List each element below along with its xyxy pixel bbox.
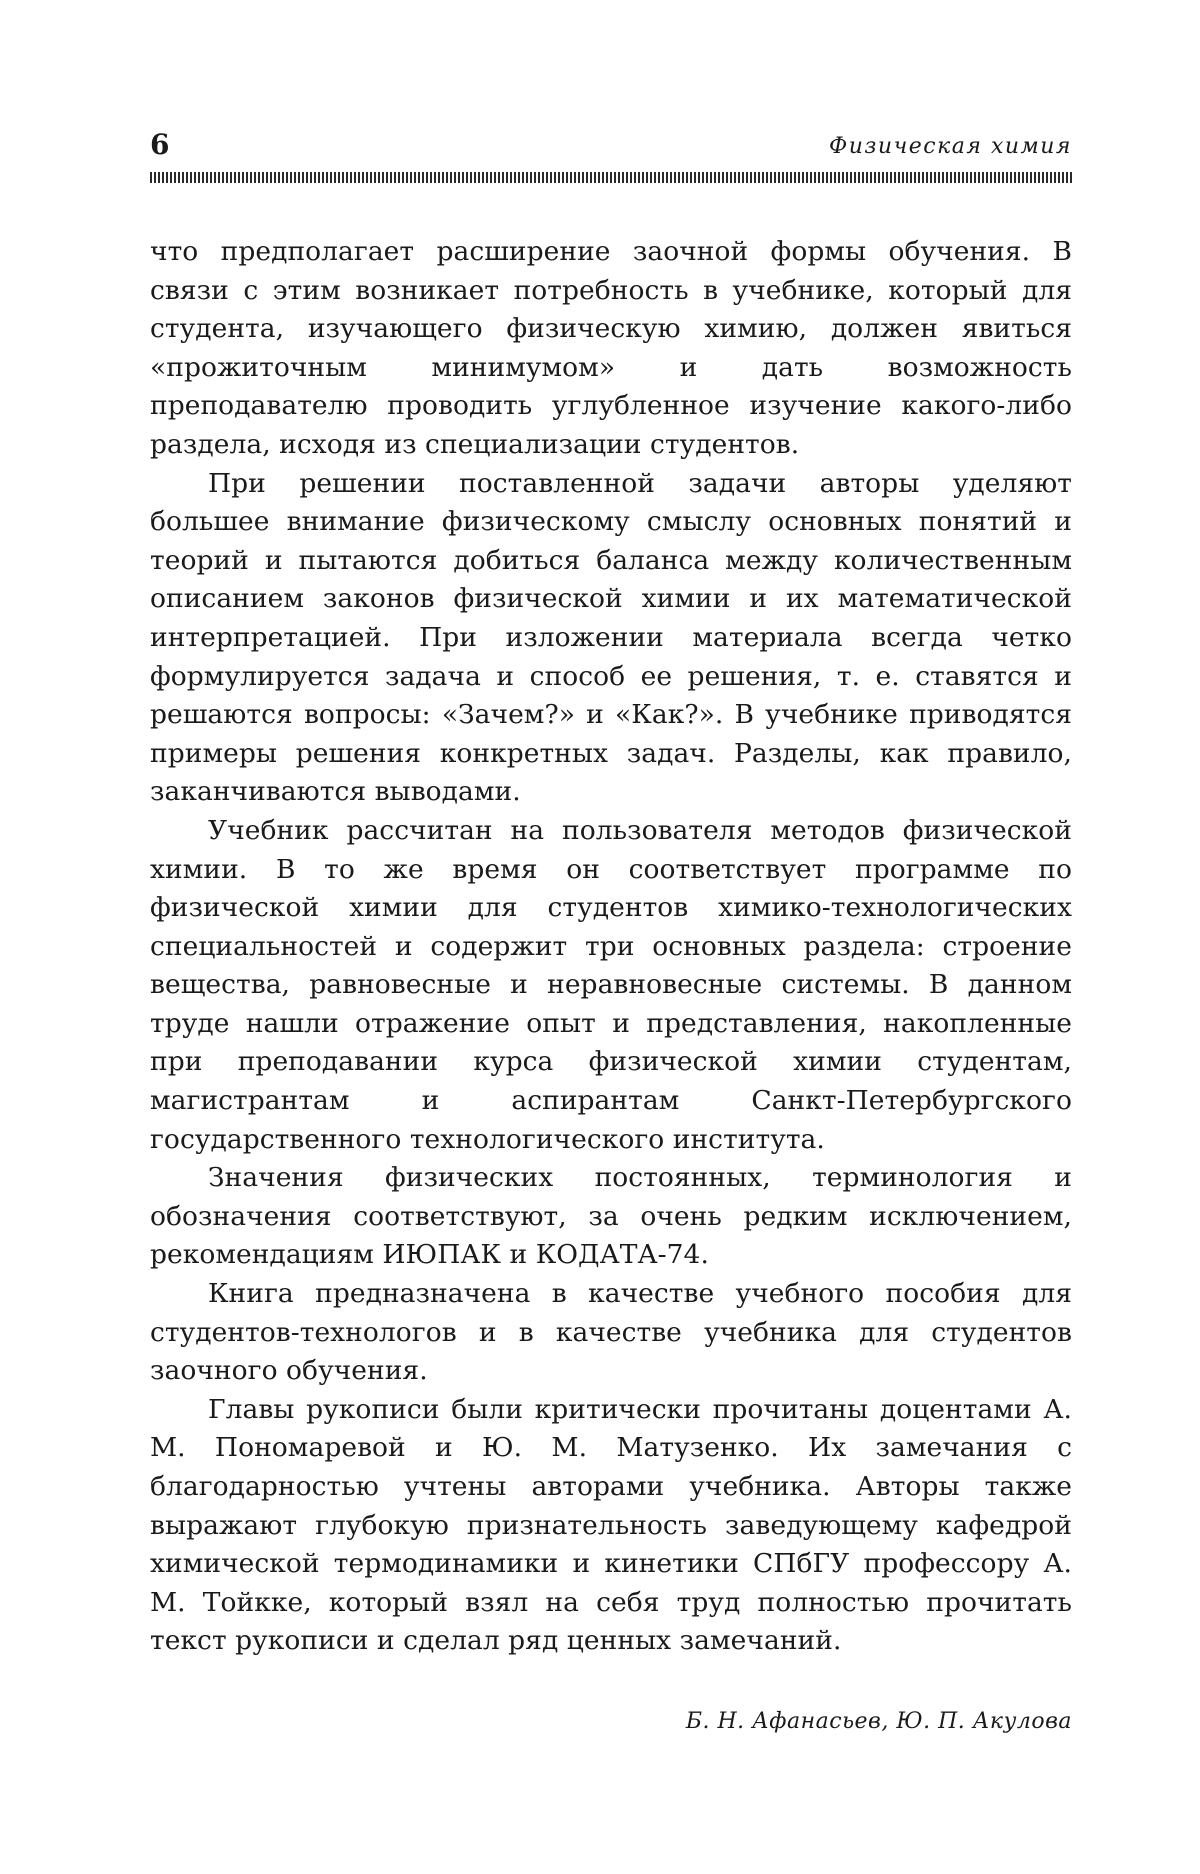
paragraph: При решении поставленной задачи авторы уделяют большее внимание физическому смыслу основных понятий и теорий и пытаются добиться баланса между количественным описанием законов физической химии и их математической интерпретацией. При изложении материала всегда четко формулируется задача и способ ее решения, т. е. ставятся и решаются вопросы: «Зачем?» и «Как?». В учебнике приводятся примеры решения конкретных задач. Разделы, как правило, заканчиваются выводами. [150,465,1072,812]
body-text [150,233,1072,1661]
running-head [150,128,1072,168]
running-title: Физическая химия [829,132,1072,162]
author-signature: Б. Н. Афанасьев, Ю. П. Акулова [686,1707,1072,1737]
header-rule [150,172,1072,183]
paragraph: Учебник рассчитан на пользователя методов физической химии. В то же время он соответствует программе по физической химии для студентов химико-технологических специальностей и содержит три основных раздела: строение вещества, равновесные и неравновесные системы. В данном труде нашли отражение опыт и представления, накопленные при преподавании курса физической химии студентам, магистрантам и аспирантам Санкт-Петербургского государственного технологического института. [150,812,1072,1159]
paragraph: Книга предназначена в качестве учебного пособия для студентов-технологов и в качестве учебника для студентов заочного обучения. [150,1275,1072,1391]
paragraph: Значения физических постоянных, терминология и обозначения соответствуют, за очень редким исключением, рекомендациям ИЮПАК и КОДАТА-74. [150,1159,1072,1275]
paragraph: что предполагает расширение заочной формы обучения. В связи с этим возникает потребность в учебнике, который для студента, изучающего физическую химию, должен явиться «прожиточным минимумом» и дать возможность преподавателю проводить углубленное изучение какого-либо раздела, исходя из специализации студентов. [150,233,1072,465]
page-number: 6 [150,128,169,162]
paragraph: Главы рукописи были критически прочитаны доцентами А. М. Пономаревой и Ю. М. Матузенко. Их замечания с благодарностью учтены авторами учебника. Авторы также выражают глубокую признательность заведующему кафедрой химической термодинамики и кинетики СПбГУ профессору А. М. Тойкке, который взял на себя труд полностью прочитать текст рукописи и сделал ряд ценных замечаний. [150,1391,1072,1661]
